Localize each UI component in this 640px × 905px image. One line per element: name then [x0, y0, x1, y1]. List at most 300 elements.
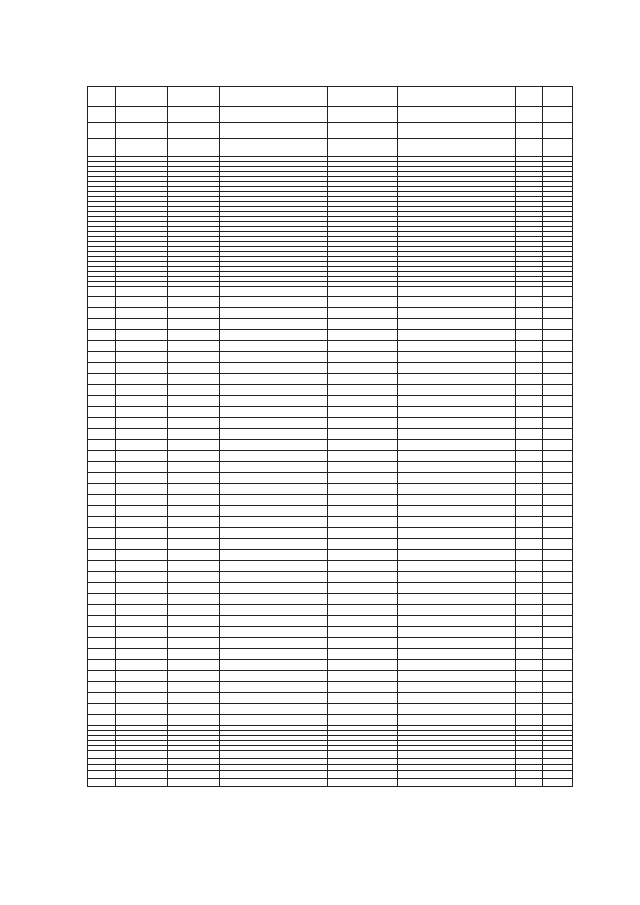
cell-year	[516, 107, 543, 123]
cell-work	[220, 396, 328, 407]
cell-month	[543, 495, 573, 506]
table-row	[88, 396, 573, 407]
cell-org	[398, 495, 516, 506]
cell-work	[220, 550, 328, 561]
cell-work	[220, 330, 328, 341]
cell-month	[543, 572, 573, 583]
cell-settlement	[168, 594, 220, 605]
cell-address	[328, 627, 398, 638]
table-row	[88, 550, 573, 561]
cell-id	[88, 751, 116, 759]
cell-org	[398, 671, 516, 682]
cell-id	[88, 682, 116, 693]
cell-year	[516, 506, 543, 517]
cell-org	[398, 363, 516, 374]
cell-district	[116, 429, 168, 440]
cell-settlement	[168, 616, 220, 627]
cell-month	[543, 660, 573, 671]
cell-year	[516, 583, 543, 594]
table-row	[88, 649, 573, 660]
cell-month	[543, 561, 573, 572]
cell-year	[516, 649, 543, 660]
cell-work	[220, 751, 328, 759]
cell-work	[220, 660, 328, 671]
cell-work	[220, 693, 328, 704]
cell-district	[116, 671, 168, 682]
table-row	[88, 572, 573, 583]
cell-district	[116, 462, 168, 473]
cell-work	[220, 287, 328, 297]
cell-org	[398, 605, 516, 616]
cell-org	[398, 693, 516, 704]
cell-settlement	[168, 473, 220, 484]
cell-month	[543, 594, 573, 605]
table-row	[88, 418, 573, 429]
cell-district	[116, 139, 168, 157]
cell-id	[88, 297, 116, 308]
cell-month	[543, 429, 573, 440]
cell-address	[328, 341, 398, 352]
cell-district	[116, 751, 168, 759]
cell-org	[398, 550, 516, 561]
cell-year	[516, 352, 543, 363]
cell-id	[88, 779, 116, 787]
cell-address	[328, 473, 398, 484]
table-row	[88, 319, 573, 330]
cell-district	[116, 561, 168, 572]
cell-year	[516, 605, 543, 616]
cell-year	[516, 87, 543, 107]
cell-id	[88, 572, 116, 583]
cell-month	[543, 87, 573, 107]
table-row	[88, 139, 573, 157]
cell-address	[328, 771, 398, 779]
cell-org	[398, 87, 516, 107]
cell-year	[516, 319, 543, 330]
cell-district	[116, 517, 168, 528]
cell-address	[328, 682, 398, 693]
cell-org	[398, 440, 516, 451]
cell-org	[398, 572, 516, 583]
cell-org	[398, 385, 516, 396]
cell-id	[88, 429, 116, 440]
cell-settlement	[168, 374, 220, 385]
cell-settlement	[168, 550, 220, 561]
cell-id	[88, 605, 116, 616]
table-row	[88, 107, 573, 123]
table-row	[88, 451, 573, 462]
cell-org	[398, 407, 516, 418]
cell-work	[220, 638, 328, 649]
cell-address	[328, 660, 398, 671]
cell-address	[328, 704, 398, 715]
cell-settlement	[168, 363, 220, 374]
cell-org	[398, 297, 516, 308]
cell-work	[220, 583, 328, 594]
cell-address	[328, 583, 398, 594]
cell-month	[543, 451, 573, 462]
cell-org	[398, 374, 516, 385]
cell-month	[543, 352, 573, 363]
cell-district	[116, 616, 168, 627]
cell-district	[116, 539, 168, 550]
cell-address	[328, 506, 398, 517]
cell-month	[543, 779, 573, 787]
table-row	[88, 352, 573, 363]
cell-work	[220, 627, 328, 638]
cell-address	[328, 594, 398, 605]
cell-id	[88, 440, 116, 451]
cell-work	[220, 616, 328, 627]
cell-address	[328, 107, 398, 123]
cell-district	[116, 693, 168, 704]
cell-year	[516, 407, 543, 418]
cell-work	[220, 297, 328, 308]
table-row	[88, 287, 573, 297]
cell-district	[116, 418, 168, 429]
cell-address	[328, 308, 398, 319]
cell-org	[398, 594, 516, 605]
table-row	[88, 341, 573, 352]
cell-work	[220, 374, 328, 385]
cell-address	[328, 693, 398, 704]
cell-work	[220, 451, 328, 462]
table-row	[88, 561, 573, 572]
cell-id	[88, 341, 116, 352]
cell-work	[220, 682, 328, 693]
cell-address	[328, 539, 398, 550]
cell-id	[88, 561, 116, 572]
cell-settlement	[168, 627, 220, 638]
cell-year	[516, 704, 543, 715]
cell-district	[116, 330, 168, 341]
cell-year	[516, 451, 543, 462]
cell-settlement	[168, 396, 220, 407]
cell-org	[398, 682, 516, 693]
cell-org	[398, 396, 516, 407]
cell-address	[328, 396, 398, 407]
cell-id	[88, 704, 116, 715]
cell-id	[88, 352, 116, 363]
cell-address	[328, 605, 398, 616]
cell-district	[116, 572, 168, 583]
cell-settlement	[168, 561, 220, 572]
cell-year	[516, 779, 543, 787]
cell-id	[88, 308, 116, 319]
cell-year	[516, 594, 543, 605]
cell-work	[220, 528, 328, 539]
cell-work	[220, 123, 328, 139]
cell-month	[543, 407, 573, 418]
cell-month	[543, 616, 573, 627]
cell-settlement	[168, 751, 220, 759]
cell-year	[516, 528, 543, 539]
cell-settlement	[168, 385, 220, 396]
cell-address	[328, 418, 398, 429]
cell-settlement	[168, 583, 220, 594]
cell-id	[88, 771, 116, 779]
cell-address	[328, 407, 398, 418]
cell-district	[116, 297, 168, 308]
table-row	[88, 627, 573, 638]
cell-work	[220, 341, 328, 352]
cell-month	[543, 517, 573, 528]
cell-district	[116, 649, 168, 660]
cell-address	[328, 495, 398, 506]
table-row	[88, 407, 573, 418]
cell-district	[116, 319, 168, 330]
cell-id	[88, 407, 116, 418]
table-row	[88, 517, 573, 528]
cell-district	[116, 583, 168, 594]
cell-org	[398, 627, 516, 638]
cell-org	[398, 418, 516, 429]
table-row	[88, 616, 573, 627]
cell-id	[88, 693, 116, 704]
cell-work	[220, 671, 328, 682]
cell-address	[328, 352, 398, 363]
table-row	[88, 429, 573, 440]
cell-id	[88, 451, 116, 462]
cell-org	[398, 583, 516, 594]
cell-month	[543, 440, 573, 451]
cell-settlement	[168, 308, 220, 319]
table-row	[88, 528, 573, 539]
cell-district	[116, 550, 168, 561]
cell-address	[328, 550, 398, 561]
cell-settlement	[168, 649, 220, 660]
cell-work	[220, 462, 328, 473]
table-row	[88, 771, 573, 779]
cell-work	[220, 649, 328, 660]
table-row	[88, 495, 573, 506]
cell-org	[398, 107, 516, 123]
cell-settlement	[168, 484, 220, 495]
cell-year	[516, 330, 543, 341]
cell-org	[398, 649, 516, 660]
cell-work	[220, 107, 328, 123]
cell-year	[516, 550, 543, 561]
cell-settlement	[168, 352, 220, 363]
cell-month	[543, 418, 573, 429]
cell-address	[328, 87, 398, 107]
cell-settlement	[168, 319, 220, 330]
cell-id	[88, 594, 116, 605]
cell-month	[543, 682, 573, 693]
table-row	[88, 751, 573, 759]
cell-work	[220, 539, 328, 550]
cell-org	[398, 616, 516, 627]
cell-work	[220, 440, 328, 451]
cell-district	[116, 484, 168, 495]
cell-address	[328, 287, 398, 297]
cell-id	[88, 528, 116, 539]
cell-settlement	[168, 638, 220, 649]
cell-address	[328, 779, 398, 787]
cell-month	[543, 319, 573, 330]
table-row	[88, 671, 573, 682]
table-row	[88, 330, 573, 341]
cell-id	[88, 506, 116, 517]
cell-settlement	[168, 528, 220, 539]
cell-district	[116, 660, 168, 671]
cell-address	[328, 616, 398, 627]
cell-settlement	[168, 495, 220, 506]
cell-year	[516, 139, 543, 157]
cell-month	[543, 396, 573, 407]
cell-district	[116, 308, 168, 319]
cell-district	[116, 715, 168, 726]
cell-year	[516, 287, 543, 297]
cell-month	[543, 638, 573, 649]
table-row	[88, 693, 573, 704]
cell-org	[398, 715, 516, 726]
cell-year	[516, 462, 543, 473]
cell-id	[88, 539, 116, 550]
cell-work	[220, 594, 328, 605]
cell-address	[328, 330, 398, 341]
cell-year	[516, 473, 543, 484]
cell-address	[328, 429, 398, 440]
table-row	[88, 506, 573, 517]
table-row	[88, 605, 573, 616]
cell-district	[116, 682, 168, 693]
cell-district	[116, 627, 168, 638]
cell-address	[328, 319, 398, 330]
cell-settlement	[168, 462, 220, 473]
cell-month	[543, 297, 573, 308]
cell-address	[328, 462, 398, 473]
cell-district	[116, 407, 168, 418]
cell-year	[516, 572, 543, 583]
table-row	[88, 385, 573, 396]
cell-work	[220, 605, 328, 616]
cell-year	[516, 363, 543, 374]
cell-address	[328, 561, 398, 572]
cell-id	[88, 473, 116, 484]
table-row	[88, 308, 573, 319]
cell-district	[116, 638, 168, 649]
cell-month	[543, 123, 573, 139]
cell-district	[116, 451, 168, 462]
cell-district	[116, 396, 168, 407]
cell-org	[398, 287, 516, 297]
table-row	[88, 539, 573, 550]
cell-work	[220, 704, 328, 715]
cell-settlement	[168, 407, 220, 418]
cell-id	[88, 385, 116, 396]
cell-work	[220, 418, 328, 429]
table-row	[88, 123, 573, 139]
table-row	[88, 715, 573, 726]
cell-address	[328, 374, 398, 385]
cell-address	[328, 638, 398, 649]
cell-org	[398, 704, 516, 715]
cell-org	[398, 319, 516, 330]
cell-address	[328, 572, 398, 583]
cell-id	[88, 671, 116, 682]
cell-year	[516, 561, 543, 572]
cell-district	[116, 779, 168, 787]
cell-work	[220, 715, 328, 726]
cell-district	[116, 123, 168, 139]
cell-year	[516, 429, 543, 440]
cell-month	[543, 287, 573, 297]
cell-year	[516, 682, 543, 693]
cell-org	[398, 123, 516, 139]
cell-id	[88, 627, 116, 638]
cell-id	[88, 123, 116, 139]
cell-org	[398, 771, 516, 779]
cell-district	[116, 473, 168, 484]
cell-settlement	[168, 771, 220, 779]
cell-district	[116, 440, 168, 451]
cell-work	[220, 495, 328, 506]
cell-settlement	[168, 429, 220, 440]
cell-month	[543, 385, 573, 396]
cell-work	[220, 407, 328, 418]
cell-id	[88, 363, 116, 374]
cell-settlement	[168, 779, 220, 787]
cell-address	[328, 440, 398, 451]
cell-org	[398, 341, 516, 352]
cell-year	[516, 418, 543, 429]
table-row	[88, 704, 573, 715]
cell-address	[328, 385, 398, 396]
cell-month	[543, 751, 573, 759]
cell-month	[543, 341, 573, 352]
cell-org	[398, 751, 516, 759]
cell-settlement	[168, 451, 220, 462]
cell-settlement	[168, 704, 220, 715]
table-row	[88, 473, 573, 484]
cell-year	[516, 385, 543, 396]
cell-year	[516, 539, 543, 550]
table-row	[88, 682, 573, 693]
cell-year	[516, 495, 543, 506]
cell-id	[88, 484, 116, 495]
cell-district	[116, 594, 168, 605]
cell-year	[516, 751, 543, 759]
cell-month	[543, 550, 573, 561]
cell-address	[328, 297, 398, 308]
cell-month	[543, 771, 573, 779]
cell-id	[88, 550, 116, 561]
cell-year	[516, 308, 543, 319]
cell-year	[516, 638, 543, 649]
cell-year	[516, 484, 543, 495]
cell-year	[516, 396, 543, 407]
cell-settlement	[168, 440, 220, 451]
cell-org	[398, 484, 516, 495]
cell-org	[398, 308, 516, 319]
cell-id	[88, 319, 116, 330]
cell-org	[398, 462, 516, 473]
cell-district	[116, 363, 168, 374]
cell-year	[516, 517, 543, 528]
cell-month	[543, 627, 573, 638]
cell-org	[398, 506, 516, 517]
table-row	[88, 87, 573, 107]
cell-org	[398, 660, 516, 671]
cell-settlement	[168, 693, 220, 704]
cell-work	[220, 517, 328, 528]
cell-district	[116, 107, 168, 123]
cell-month	[543, 363, 573, 374]
cell-work	[220, 473, 328, 484]
cell-id	[88, 638, 116, 649]
cell-settlement	[168, 660, 220, 671]
